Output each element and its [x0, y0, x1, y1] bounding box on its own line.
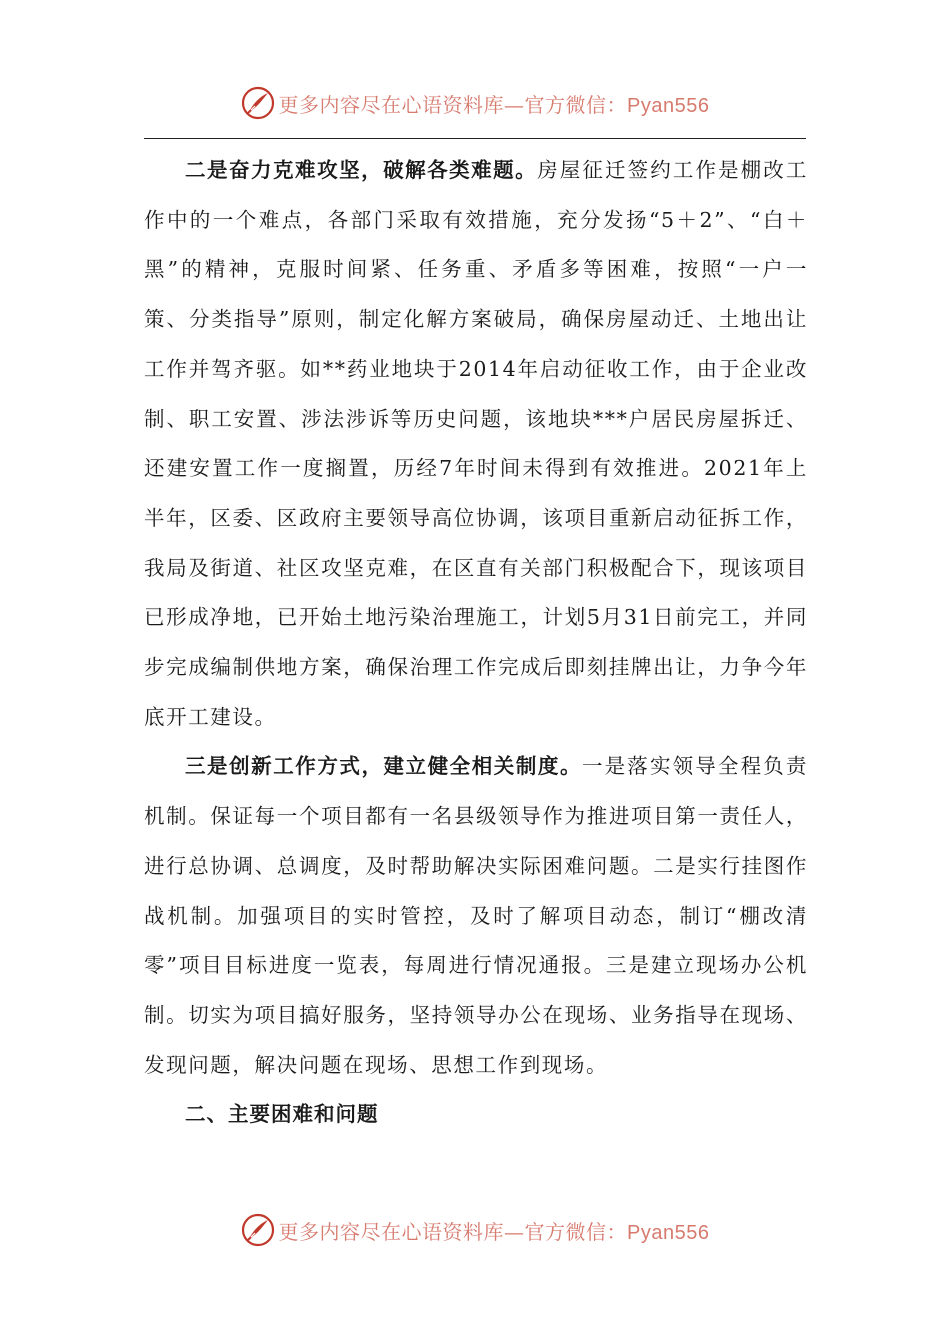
- wechat-id: Pyan556: [627, 1221, 710, 1244]
- header-divider: [144, 138, 806, 139]
- section-heading: 二、主要困难和问题: [185, 1102, 379, 1127]
- quill-pen-logo-icon: [241, 86, 275, 120]
- banner-text: 更多内容尽在心语资料库—官方微信：Pyan556: [278, 1219, 710, 1244]
- wechat-id: Pyan556: [627, 94, 710, 117]
- paragraph-3: [144, 742, 808, 1090]
- paragraph-text: 一是落实领导全程负责机制。保证每一个项目都有一名县级领导作为推进项目第一责任人，进行总协调、总调度，及时帮助解决实际困难问题。二是实行挂图作战机制。加强项目的实时管控，及时了解项目动态，制订“棚改清零”项目目标进度一览表，每周进行情况通报。三是建立现场办公机制。切实为项目搞好服务，坚持领导办公在现场、业务指导在现场、发现问题，解决问题在现场、思想工作到现场。: [144, 754, 808, 1077]
- paragraph-lead: 三是创新工作方式，建立健全相关制度。: [185, 754, 582, 779]
- footer-banner: [0, 1210, 950, 1250]
- banner-text: 更多内容尽在心语资料库—官方微信：Pyan556: [278, 92, 710, 117]
- paragraph-2: [144, 146, 808, 742]
- header-banner: [0, 83, 950, 123]
- quill-pen-logo-icon: [241, 1213, 275, 1247]
- paragraph-text: 房屋征迁签约工作是棚改工作中的一个难点，各部门采取有效措施，充分发扬“5＋2”、“白＋黑”的精神，克服时间紧、任务重、矛盾多等困难，按照“一户一策、分类指导”原则，制定化解方案破局，确保房屋动迁、土地出让工作并驾齐驱。如**药业地块于2014年启动征收工作，由于企业改制、职工安置、涉法涉诉等历史问题，该地块***户居民房屋拆迁、还建安置工作一度搁置，历经7年时间未得到有效推进。2021年上半年，区委、区政府主要领导高位协调，该项目重新启动征拆工作，我局及街道、社区攻坚克难，在区直有关部门积极配合下，现该项目已形成净地，已开始土地污染治理施工，计划5月31日前完工，并同步完成编制供地方案，确保治理工作完成后即刻挂牌出让，力争今年底开工建设。: [144, 158, 809, 729]
- paragraph-lead: 二是奋力克难攻坚，破解各类难题。: [185, 158, 538, 182]
- document-body: [144, 146, 808, 1140]
